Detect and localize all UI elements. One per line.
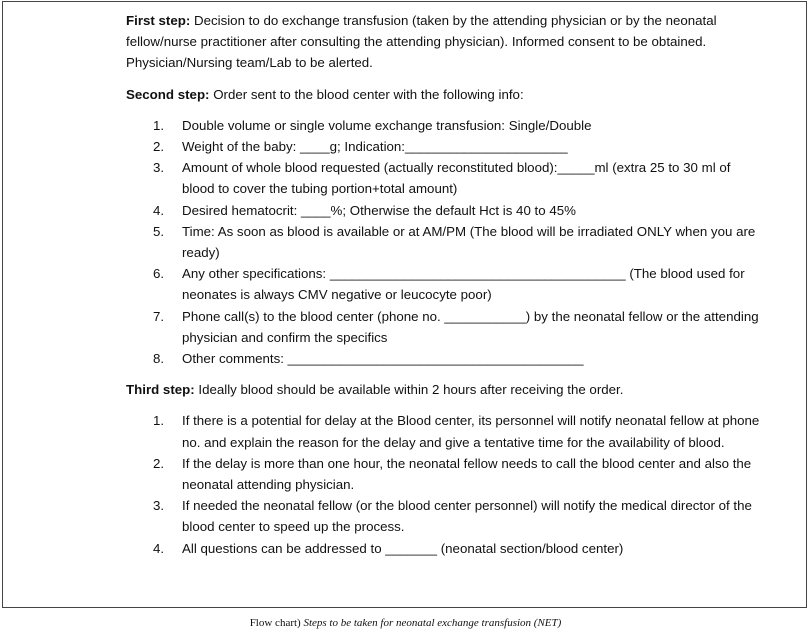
list-item: [126, 348, 766, 369]
second-step-paragraph: [126, 84, 766, 105]
third-step-list: [126, 410, 766, 558]
list-item: [126, 200, 766, 221]
first-step-paragraph: [126, 10, 766, 74]
list-item-text: Time: As soon as blood is available or at AM/PM (The blood will be irradiated ONLY when you are ready): [182, 223, 756, 261]
list-number: 4.: [153, 202, 165, 218]
list-item-text: If there is a potential for delay at the Blood center, its personnel will notify neonatal fellow at phone no. and explain the reason for the delay and give a tentative time for the availability of blood.: [182, 413, 760, 450]
list-item: [126, 306, 766, 348]
list-item: [126, 453, 766, 495]
third-step-label: Third step:: [126, 382, 195, 398]
list-item-text: Amount of whole blood requested (actually reconstituted blood):_____ml (extra 25 to 30 ml of blood to cover the tubing portion+total amount): [182, 160, 731, 197]
list-number: 3.: [153, 498, 165, 514]
second-step-label: Second step:: [126, 86, 210, 102]
second-step-text: Order sent to the blood center with the following info:: [209, 86, 524, 102]
list-item-text: All questions can be addressed to _______ (neonatal section/blood center): [182, 540, 624, 556]
caption-title: Steps to be taken for neonatal exchange transfusion (NET): [303, 617, 562, 629]
list-item: [126, 263, 766, 305]
list-item-text: Weight of the baby: ____g; Indication:______________________: [182, 139, 568, 155]
document-body: [126, 10, 766, 559]
list-item-text: If needed the neonatal fellow (or the blood center personnel) will notify the medical director of the blood center to speed up the process.: [182, 498, 752, 535]
list-item: [126, 115, 766, 136]
third-step-text: Ideally blood should be available within 2 hours after receiving the order.: [194, 382, 624, 398]
list-item: [126, 495, 766, 537]
list-number: 2.: [153, 455, 165, 471]
list-item-text: Phone call(s) to the blood center (phone no. ___________) by the neonatal fellow or the attending physician and confirm the specifics: [182, 308, 759, 345]
first-step-text: Decision to do exchange transfusion (taken by the attending physician or by the neonatal fellow/nurse practitioner after consulting the attending physician). Informed consent to be obtained. Physician/Nursing team/Lab to be alerted.: [126, 13, 717, 71]
list-number: 5.: [153, 223, 165, 239]
list-number: 7.: [153, 308, 165, 324]
list-item-text: Any other specifications: ________________________________________ (The blood used for neonates is always CMV negative or leucocyte poor): [182, 266, 745, 303]
first-step-label: First step:: [126, 13, 191, 28]
list-item: [126, 157, 766, 199]
document-frame: [2, 1, 807, 608]
list-number: 1.: [153, 413, 165, 429]
list-number: 1.: [153, 117, 165, 133]
list-item: [126, 410, 766, 452]
third-step-paragraph: [126, 379, 766, 400]
list-number: 2.: [153, 139, 165, 155]
list-item: [126, 221, 766, 263]
list-number: 3.: [153, 160, 165, 176]
list-item: [126, 136, 766, 157]
list-item-text: Double volume or single volume exchange transfusion: Single/Double: [182, 117, 592, 133]
caption-prefix: Flow chart): [249, 617, 304, 629]
figure-caption: [0, 617, 811, 629]
list-item-text: If the delay is more than one hour, the neonatal fellow needs to call the blood center and also the neonatal attending physician.: [182, 455, 752, 493]
list-item-text: Desired hematocrit: ____%; Otherwise the default Hct is 40 to 45%: [182, 202, 576, 218]
list-number: 8.: [153, 351, 165, 367]
list-item: [126, 538, 766, 559]
list-number: 6.: [153, 266, 165, 282]
list-item-text: Other comments: ________________________________________: [182, 351, 584, 367]
second-step-list: [126, 115, 766, 369]
list-number: 4.: [153, 540, 165, 556]
